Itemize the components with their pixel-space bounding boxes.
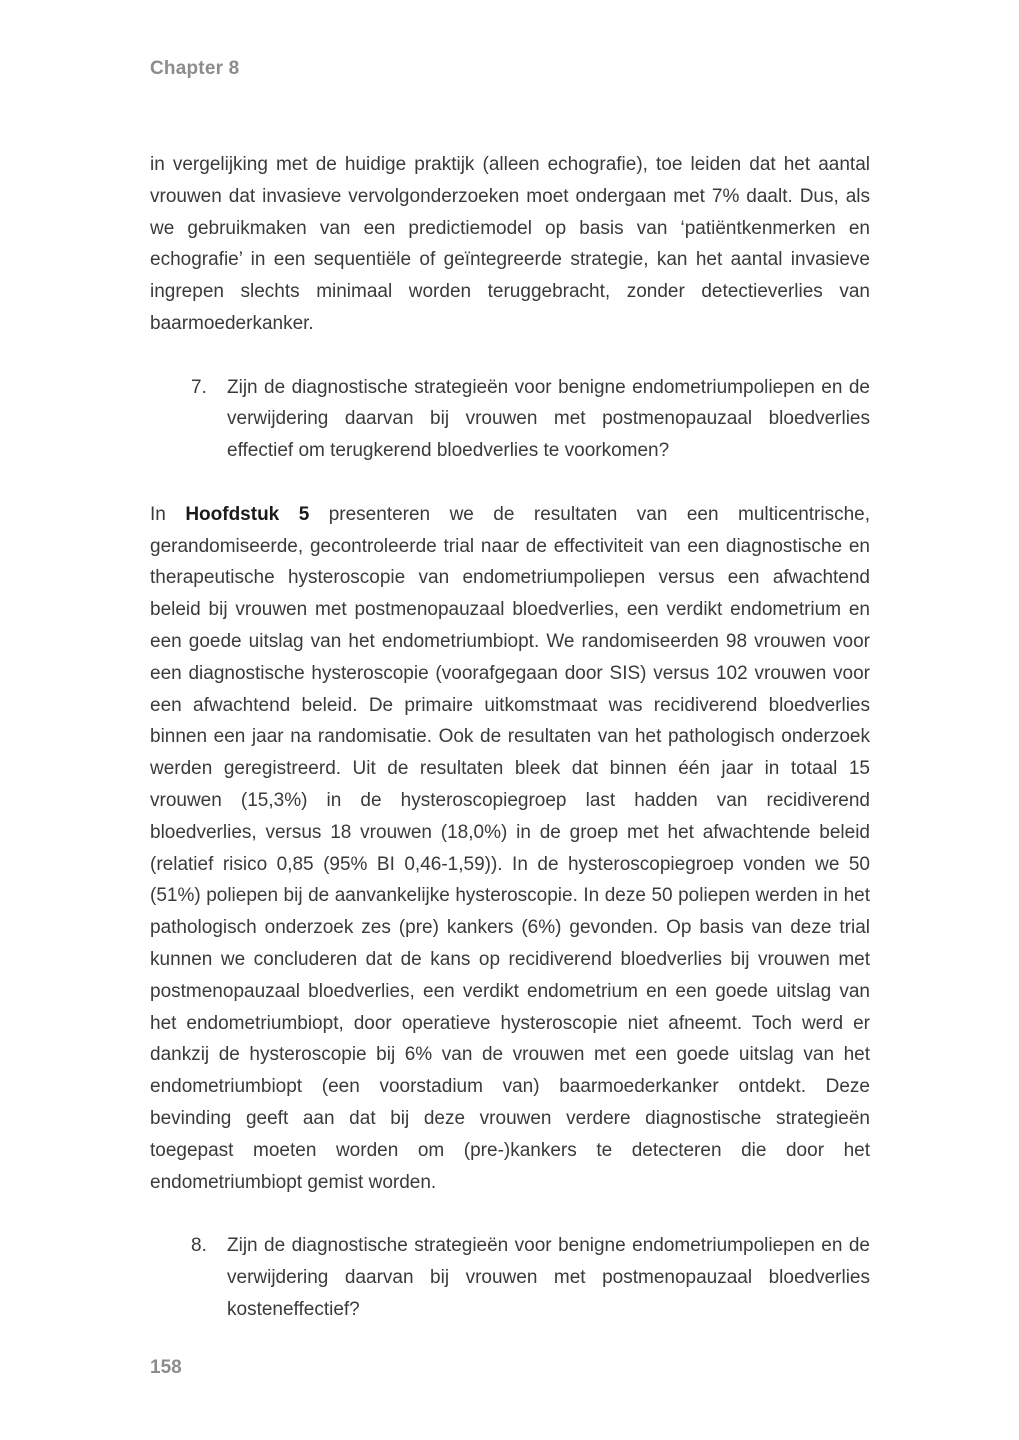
page-number: 158 (150, 1357, 182, 1378)
paragraph-spacer (150, 467, 870, 499)
body-paragraph-1: in vergelijking met de huidige praktijk (alleen echografie), toe leiden dat het aantal vrouwen dat invasieve vervolgonderzoeken moet ondergaan met 7% daalt. Dus, als we gebruikmaken van een predictiemodel op basis van ‘patiëntkenmerken en echografie’ in een sequentiële of geïntegreerde strategie, kan het aantal invasieve ingrepen slechts minimaal worden teruggebracht, zonder detectieverlies van baarmoederkanker. (150, 154, 870, 334)
paragraph-text: presenteren we de resultaten van een multicentrische, gerandomiseerde, gecontroleerde trial naar de effectiviteit van een diagnostische en therapeutische hysteroscopie van endometriumpoliepen versus een afwachtend beleid bij vrouwen met postmenopauzaal bloedverlies, een verdikt endometrium en een goede uitslag van het endometriumbiopt. We randomiseerden 98 vrouwen voor een diagnostische hysteroscopie (voorafgegaan door SIS) versus 102 vrouwen voor een afwachtend beleid. De primaire uitkomstmaat was recidiverend bloedverlies binnen een jaar na randomisatie. Ook de resultaten van het pathologisch onderzoek werden geregistreerd. Uit de resultaten bleek dat binnen één jaar in totaal 15 vrouwen (15,3%) in de hysteroscopiegroep last hadden van recidiverend bloedverlies, versus 18 vrouwen (18,0%) in de groep met het afwachtende beleid (relatief risico 0,85 (95% BI 0,46-1,59)). In de hysteroscopiegroep vonden we 50 (51%) poliepen bij de aanvankelijke hysteroscopie. In deze 50 poliepen werden in het pathologisch onderzoek zes (pre) kankers (6%) gevonden. Op basis van deze trial kunnen we concluderen dat de kans op recidiverend bloedverlies bij vrouwen met postmenopauzaal bloedverlies, een verdikt endometrium en een goede uitslag van het endometriumbiopt, door operatieve hysteroscopie niet afneemt. Toch werd er dankzij de hysteroscopie bij 6% van de vrouwen met een goede uitslag van het endometriumbiopt (een voorstadium van) baarmoederkanker ontdekt. Deze bevinding geeft aan dat bij deze vrouwen verdere diagnostische strategieën toegepast moeten worden om (pre-)kankers te detecteren die door het endometriumbiopt gemist worden. (150, 503, 870, 1193)
paragraph-prefix: In (150, 503, 166, 525)
research-question-8 (150, 1230, 870, 1325)
chapter-reference: Hoofdstuk 5 (185, 503, 310, 525)
paragraph-spacer (150, 1198, 870, 1230)
paragraph-spacer (150, 340, 870, 372)
running-header-chapter: Chapter 8 (150, 58, 240, 79)
research-question-7 (150, 372, 870, 467)
question-number: 8. (191, 1235, 207, 1257)
question-text: Zijn de diagnostische strategieën voor benigne endometriumpoliepen en de verwijdering daarvan bij vrouwen met postmenopauzaal bloedverlies effectief om terugkerend bloedverlies te voorkomen? (227, 376, 870, 462)
question-number: 7. (191, 376, 207, 398)
page-body (150, 149, 870, 1325)
question-text: Zijn de diagnostische strategieën voor benigne endometriumpoliepen en de verwijdering daarvan bij vrouwen met postmenopauzaal bloedverlies kosteneffectief? (227, 1235, 870, 1320)
body-paragraph-2 (150, 499, 870, 1199)
